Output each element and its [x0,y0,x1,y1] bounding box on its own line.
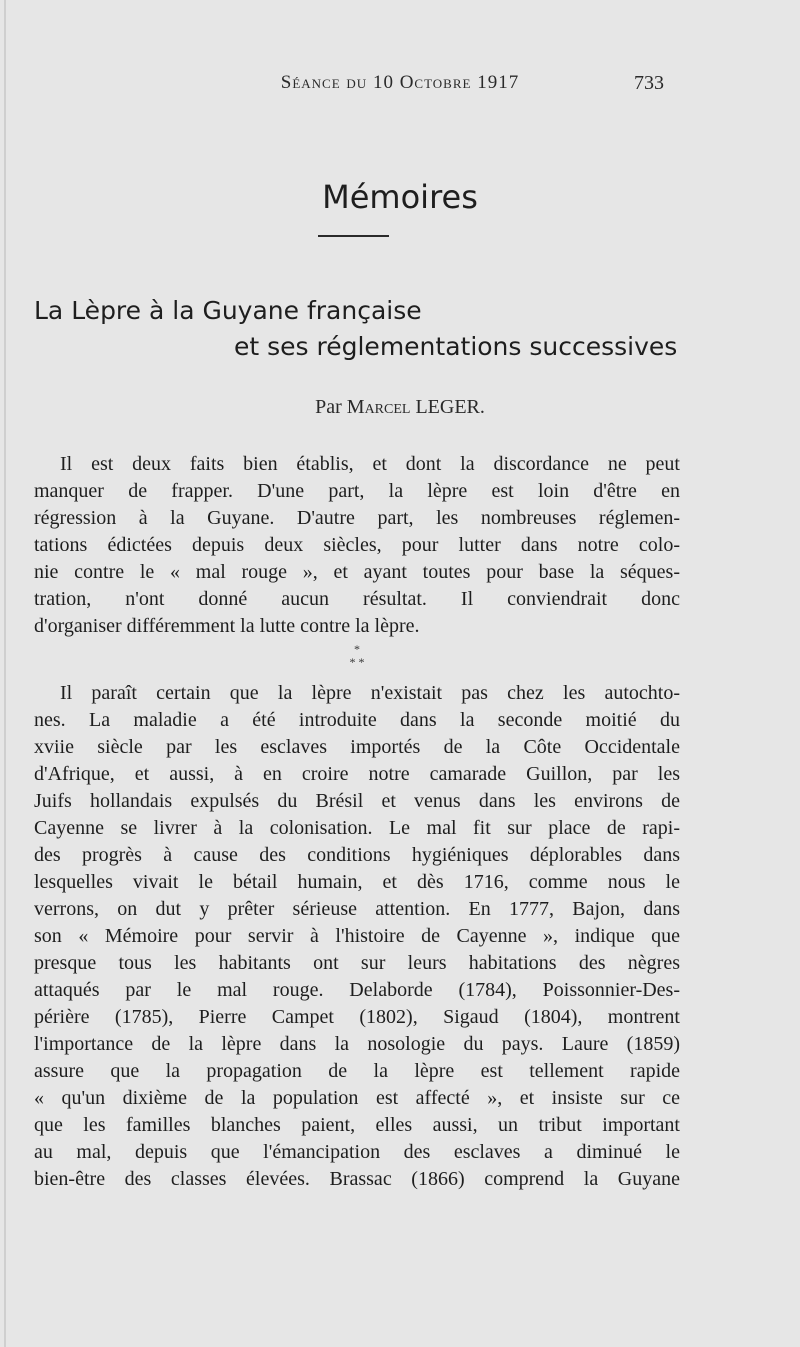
running-head [0,72,800,102]
paragraph-2-line: xviie siècle par les esclaves importés de la Côte Occidentale [34,736,680,758]
article-title-line-2: et ses réglementations successives [234,332,678,361]
paragraph-2-line: presque tous les habitants ont sur leurs habitations des nègres [34,952,680,974]
running-head-title: Séance du 10 Octobre 1917 [280,72,520,93]
paragraph-1-line: tations édictées depuis deux siècles, pour lutter dans notre colo- [34,534,680,556]
paragraph-2-line: bien-être des classes élevées. Brassac (1866) comprend la Guyane [34,1168,680,1190]
article-title-line-1: La Lèpre à la Guyane française [34,296,422,325]
paragraph-1-line: tration, n'ont donné aucun résultat. Il conviendrait donc [34,588,680,610]
paragraph-2-line: des progrès à cause des conditions hygiéniques déplorables dans [34,844,680,866]
paragraph-2-line: son « Mémoire pour servir à l'histoire de Cayenne », indique que [34,925,680,947]
paragraph-2-line: l'importance de la lèpre dans la nosologie du pays. Laure (1859) [34,1033,680,1055]
paragraph-2-line: d'Afrique, et aussi, à en croire notre camarade Guillon, par les [34,763,680,785]
paragraph-2-line: périère (1785), Pierre Campet (1802), Sigaud (1804), montrent [34,1006,680,1028]
byline-author: Marcel LEGER. [346,396,485,418]
paragraph-2-line: Il paraît certain que la lèpre n'existait pas chez les autochto- [60,682,680,704]
byline [0,396,800,419]
paragraph-1-line: nie contre le « mal rouge », et ayant toutes pour base la séques- [34,561,680,583]
paragraph-2-line: au mal, depuis que l'émancipation des esclaves a diminué le [34,1141,680,1163]
asterism-bottom: * * [349,655,365,669]
paragraph-2-line: attaqués par le mal rouge. Delaborde (1784), Poissonnier-Des- [34,979,680,1001]
paragraph-2-line: lesquelles vivait le bétail humain, et dès 1716, comme nous le [34,871,680,893]
paragraph-1-line: d'organiser différemment la lutte contre la lèpre. [34,615,420,637]
paragraph-1-line: régression à la Guyane. D'autre part, les nombreuses réglemen- [34,507,680,529]
title-rule [318,235,389,237]
paragraph-1-line: manquer de frapper. D'une part, la lèpre est loin d'être en [34,480,680,502]
paragraph-2-line: Juifs hollandais expulsés du Brésil et venus dans les environs de [34,790,680,812]
paragraph-2-line: « qu'un dixième de la population est affecté », et insiste sur ce [34,1087,680,1109]
paragraph-2-line: Cayenne se livrer à la colonisation. Le mal fit sur place de rapi- [34,817,680,839]
paragraph-2-line: assure que la propagation de la lèpre est tellement rapide [34,1060,680,1082]
paragraph-2-line: que les familles blanches paient, elles aussi, un tribut important [34,1114,680,1136]
page-number: 733 [634,72,664,94]
paragraph-2-line: nes. La maladie a été introduite dans la seconde moitié du [34,709,680,731]
section-title: Mémoires [322,178,478,216]
paragraph-2-line: verrons, on dut y prêter sérieuse attention. En 1777, Bajon, dans [34,898,680,920]
byline-prefix: Par [315,396,342,418]
paragraph-1-line: Il est deux faits bien établis, et dont la discordance ne peut [60,453,680,475]
asterism-top: * [354,642,360,656]
